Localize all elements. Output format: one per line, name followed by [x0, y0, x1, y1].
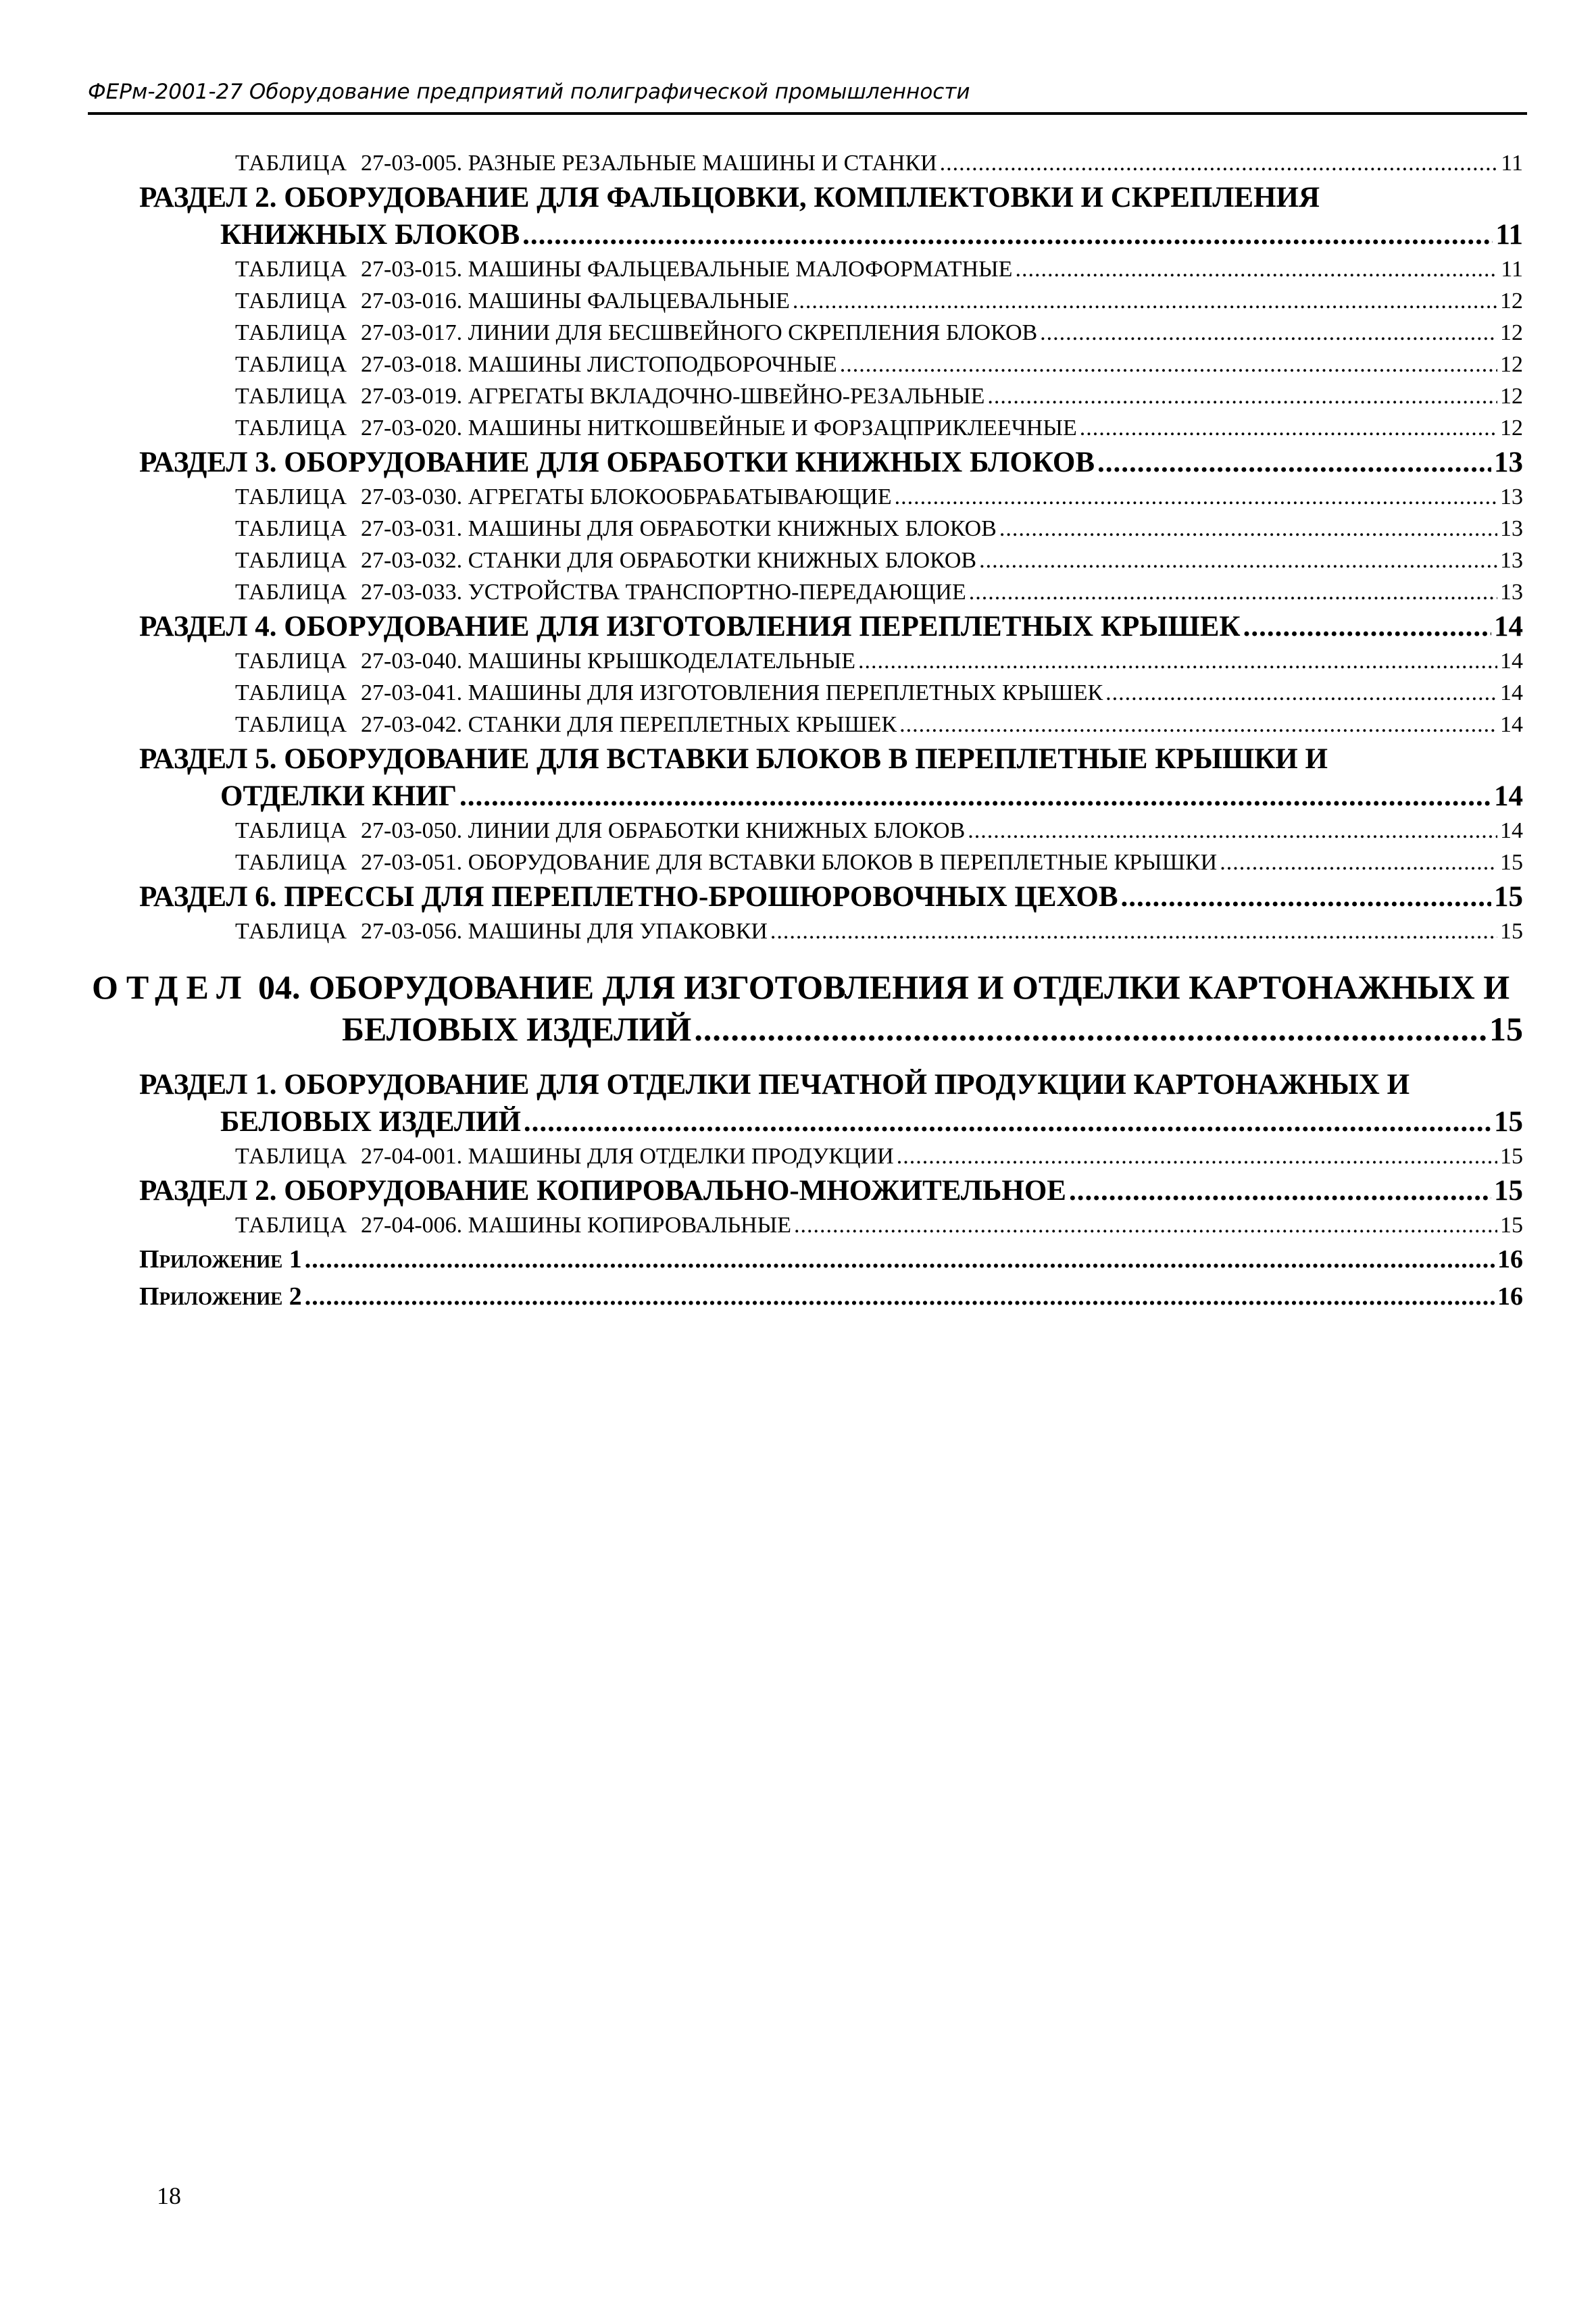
dot-leader: [1080, 412, 1497, 444]
section-title-line2: ОТДЕЛКИ КНИГ: [220, 780, 457, 812]
table-label: ТАБЛИЦА: [235, 384, 348, 409]
toc-table-entry[interactable]: [92, 677, 1523, 709]
page-ref: 14: [1500, 818, 1523, 843]
header-rule: [88, 112, 1527, 115]
department-title-line2: БЕЛОВЫХ ИЗДЕЛИЙ: [342, 1010, 692, 1048]
toc-section-2[interactable]: [92, 179, 1523, 253]
page-ref: 11: [1501, 151, 1523, 176]
table-label: ТАБЛИЦА: [235, 580, 348, 605]
dot-leader: [459, 778, 1491, 815]
toc-table-entry[interactable]: [92, 147, 1523, 179]
table-title: 27-03-041. МАШИНЫ ДЛЯ ИЗГОТОВЛЕНИЯ ПЕРЕПЛЕТНЫХ КРЫШЕК: [361, 680, 1103, 705]
toc-appendix-1[interactable]: [92, 1241, 1523, 1278]
table-label: ТАБЛИЦА: [235, 288, 348, 313]
dot-leader: [694, 1008, 1487, 1050]
toc-d4-section-1[interactable]: [92, 1066, 1523, 1140]
dot-leader: [1243, 608, 1491, 645]
dot-leader: [979, 545, 1497, 576]
toc-table-entry[interactable]: [92, 513, 1523, 545]
table-label: ТАБЛИЦА: [235, 850, 348, 875]
section-title-line1: РАЗДЕЛ 5. ОБОРУДОВАНИЕ ДЛЯ ВСТАВКИ БЛОКОВ В ПЕРЕПЛЕТНЫЕ КРЫШКИ И: [139, 743, 1328, 775]
page-ref: 14: [1500, 712, 1523, 737]
toc-appendix-2[interactable]: [92, 1278, 1523, 1315]
dot-leader: [793, 285, 1497, 317]
toc-d4-section-2[interactable]: [92, 1172, 1523, 1209]
dot-leader: [899, 709, 1497, 740]
toc-table-entry[interactable]: [92, 412, 1523, 444]
table-title: 27-04-001. МАШИНЫ ДЛЯ ОТДЕЛКИ ПРОДУКЦИИ: [361, 1144, 894, 1169]
toc-table-entry[interactable]: [92, 847, 1523, 878]
table-title: 27-03-020. МАШИНЫ НИТКОШВЕЙНЫЕ И ФОРЗАЦПРИКЛЕЕЧНЫЕ: [361, 416, 1077, 441]
toc-table-entry[interactable]: [92, 1209, 1523, 1241]
toc-table-entry[interactable]: [92, 1140, 1523, 1172]
page-ref: 14: [1494, 780, 1523, 812]
page-ref: 13: [1500, 548, 1523, 573]
dot-leader: [897, 1140, 1497, 1172]
section-title-line1: РАЗДЕЛ 1. ОБОРУДОВАНИЕ ДЛЯ ОТДЕЛКИ ПЕЧАТНОЙ ПРОДУКЦИИ КАРТОНАЖНЫХ И: [139, 1069, 1410, 1101]
page-ref: 13: [1500, 580, 1523, 605]
table-label: ТАБЛИЦА: [235, 712, 348, 737]
page-ref: 14: [1500, 680, 1523, 705]
table-label: ТАБЛИЦА: [235, 548, 348, 573]
toc-table-entry[interactable]: [92, 380, 1523, 412]
section-title-line1: РАЗДЕЛ 2. ОБОРУДОВАНИЕ ДЛЯ ФАЛЬЦОВКИ, КОМПЛЕКТОВКИ И СКРЕПЛЕНИЯ: [139, 182, 1320, 213]
toc-table-entry[interactable]: [92, 253, 1523, 285]
table-of-contents: [92, 147, 1523, 1315]
page-ref: 14: [1500, 649, 1523, 674]
page-ref: 16: [1497, 1245, 1523, 1274]
table-title: 27-03-042. СТАНКИ ДЛЯ ПЕРЕПЛЕТНЫХ КРЫШЕК: [361, 712, 897, 737]
toc-table-entry[interactable]: [92, 576, 1523, 608]
toc-table-entry[interactable]: [92, 645, 1523, 677]
toc-table-entry[interactable]: [92, 285, 1523, 317]
running-header: [88, 76, 1527, 116]
table-title: 27-03-005. РАЗНЫЕ РЕЗАЛЬНЫЕ МАШИНЫ И СТАНКИ: [361, 151, 937, 176]
running-header-text: ФЕРм-2001-27 Оборудование предприятий полиграфической промышленности: [88, 80, 970, 104]
table-label: ТАБЛИЦА: [235, 1144, 348, 1169]
page-ref: 13: [1500, 516, 1523, 541]
page-ref: 13: [1494, 447, 1523, 478]
section-title: РАЗДЕЛ 3. ОБОРУДОВАНИЕ ДЛЯ ОБРАБОТКИ КНИЖНЫХ БЛОКОВ: [139, 447, 1095, 478]
toc-section-5[interactable]: [92, 740, 1523, 815]
dot-leader: [968, 815, 1497, 847]
table-label: ТАБЛИЦА: [235, 649, 348, 674]
toc-table-entry[interactable]: [92, 481, 1523, 513]
page-ref: 12: [1500, 416, 1523, 441]
page-ref: 12: [1500, 288, 1523, 313]
table-title: 27-03-033. УСТРОЙСТВА ТРАНСПОРТНО-ПЕРЕДАЮЩИЕ: [361, 580, 966, 605]
dot-leader: [999, 513, 1497, 545]
table-title: 27-03-015. МАШИНЫ ФАЛЬЦЕВАЛЬНЫЕ МАЛОФОРМАТНЫЕ: [361, 257, 1013, 282]
dot-leader: [794, 1209, 1497, 1241]
toc-table-entry[interactable]: [92, 349, 1523, 380]
toc-table-entry[interactable]: [92, 545, 1523, 576]
appendix-title: Приложение 1: [139, 1245, 302, 1274]
table-label: ТАБЛИЦА: [235, 416, 348, 441]
page-ref: 15: [1500, 1213, 1523, 1238]
dot-leader: [305, 1278, 1495, 1315]
dot-leader: [1097, 444, 1491, 481]
toc-table-entry[interactable]: [92, 915, 1523, 947]
table-title: 27-03-019. АГРЕГАТЫ ВКЛАДОЧНО-ШВЕЙНО-РЕЗАЛЬНЫЕ: [361, 384, 985, 409]
toc-table-entry[interactable]: [92, 709, 1523, 740]
dot-leader: [1015, 253, 1498, 285]
page-ref: 15: [1500, 1144, 1523, 1169]
dot-leader: [1069, 1172, 1491, 1209]
table-title: 27-03-016. МАШИНЫ ФАЛЬЦЕВАЛЬНЫЕ: [361, 288, 790, 313]
dot-leader: [305, 1241, 1495, 1278]
table-title: 27-03-032. СТАНКИ ДЛЯ ОБРАБОТКИ КНИЖНЫХ БЛОКОВ: [361, 548, 977, 573]
table-label: ТАБЛИЦА: [235, 919, 348, 944]
toc-section-6[interactable]: [92, 878, 1523, 915]
department-prefix: ОТДЕЛ: [92, 968, 250, 1006]
toc-table-entry[interactable]: [92, 815, 1523, 847]
section-title-line2: КНИЖНЫХ БЛОКОВ: [220, 219, 520, 251]
page-ref: 15: [1494, 881, 1523, 913]
dot-leader: [1220, 847, 1497, 878]
page-ref: 16: [1497, 1282, 1523, 1311]
table-title: 27-03-017. ЛИНИИ ДЛЯ БЕСШВЕЙНОГО СКРЕПЛЕНИЯ БЛОКОВ: [361, 320, 1038, 345]
table-title: 27-04-006. МАШИНЫ КОПИРОВАЛЬНЫЕ: [361, 1213, 792, 1238]
table-title: 27-03-056. МАШИНЫ ДЛЯ УПАКОВКИ: [361, 919, 768, 944]
table-label: ТАБЛИЦА: [235, 818, 348, 843]
table-title: 27-03-031. МАШИНЫ ДЛЯ ОБРАБОТКИ КНИЖНЫХ БЛОКОВ: [361, 516, 997, 541]
page-ref: 15: [1494, 1175, 1523, 1207]
table-label: ТАБЛИЦА: [235, 1213, 348, 1238]
dot-leader: [1040, 317, 1497, 349]
page-ref: 11: [1501, 257, 1523, 282]
section-title: РАЗДЕЛ 4. ОБОРУДОВАНИЕ ДЛЯ ИЗГОТОВЛЕНИЯ ПЕРЕПЛЕТНЫХ КРЫШЕК: [139, 611, 1241, 643]
dot-leader: [969, 576, 1497, 608]
page-ref: 14: [1494, 611, 1523, 643]
dot-leader: [940, 147, 1499, 179]
page-ref: 15: [1494, 1106, 1523, 1138]
dot-leader: [858, 645, 1497, 677]
table-label: ТАБЛИЦА: [235, 257, 348, 282]
table-title: 27-03-030. АГРЕГАТЫ БЛОКООБРАБАТЫВАЮЩИЕ: [361, 484, 892, 509]
page-ref: 15: [1500, 919, 1523, 944]
table-label: ТАБЛИЦА: [235, 151, 348, 176]
table-title: 27-03-040. МАШИНЫ КРЫШКОДЕЛАТЕЛЬНЫЕ: [361, 649, 856, 674]
page-ref: 12: [1500, 320, 1523, 345]
table-label: ТАБЛИЦА: [235, 484, 348, 509]
dot-leader: [1121, 878, 1491, 915]
department-title-line1: 04. ОБОРУДОВАНИЕ ДЛЯ ИЗГОТОВЛЕНИЯ И ОТДЕЛКИ КАРТОНАЖНЫХ И: [257, 968, 1510, 1006]
page-ref: 15: [1489, 1010, 1523, 1048]
dot-leader: [522, 216, 1493, 253]
table-label: ТАБЛИЦА: [235, 320, 348, 345]
appendix-title: Приложение 2: [139, 1282, 302, 1311]
dot-leader: [895, 481, 1497, 513]
dot-leader: [770, 915, 1497, 947]
table-title: 27-03-051. ОБОРУДОВАНИЕ ДЛЯ ВСТАВКИ БЛОКОВ В ПЕРЕПЛЕТНЫЕ КРЫШКИ: [361, 850, 1218, 875]
page-number: 18: [157, 2182, 181, 2209]
page-ref: 11: [1495, 219, 1523, 251]
toc-section-3[interactable]: [92, 444, 1523, 481]
table-title: 27-03-018. МАШИНЫ ЛИСТОПОДБОРОЧНЫЕ: [361, 352, 837, 377]
page-ref: 12: [1500, 384, 1523, 409]
page-ref: 15: [1500, 850, 1523, 875]
dot-leader: [840, 349, 1497, 380]
page-ref: 13: [1500, 484, 1523, 509]
table-title: 27-03-050. ЛИНИИ ДЛЯ ОБРАБОТКИ КНИЖНЫХ БЛОКОВ: [361, 818, 966, 843]
table-label: ТАБЛИЦА: [235, 352, 348, 377]
table-label: ТАБЛИЦА: [235, 516, 348, 541]
section-title: РАЗДЕЛ 2. ОБОРУДОВАНИЕ КОПИРОВАЛЬНО-МНОЖИТЕЛЬНОЕ: [139, 1175, 1066, 1207]
dot-leader: [1105, 677, 1497, 709]
dot-leader: [524, 1103, 1491, 1140]
toc-table-entry[interactable]: [92, 317, 1523, 349]
toc-department-04[interactable]: [92, 947, 1523, 1066]
toc-section-4[interactable]: [92, 608, 1523, 645]
page-ref: 12: [1500, 352, 1523, 377]
section-title-line2: БЕЛОВЫХ ИЗДЕЛИЙ: [220, 1106, 521, 1138]
table-label: ТАБЛИЦА: [235, 680, 348, 705]
dot-leader: [987, 380, 1497, 412]
section-title: РАЗДЕЛ 6. ПРЕССЫ ДЛЯ ПЕРЕПЛЕТНО-БРОШЮРОВОЧНЫХ ЦЕХОВ: [139, 881, 1118, 913]
